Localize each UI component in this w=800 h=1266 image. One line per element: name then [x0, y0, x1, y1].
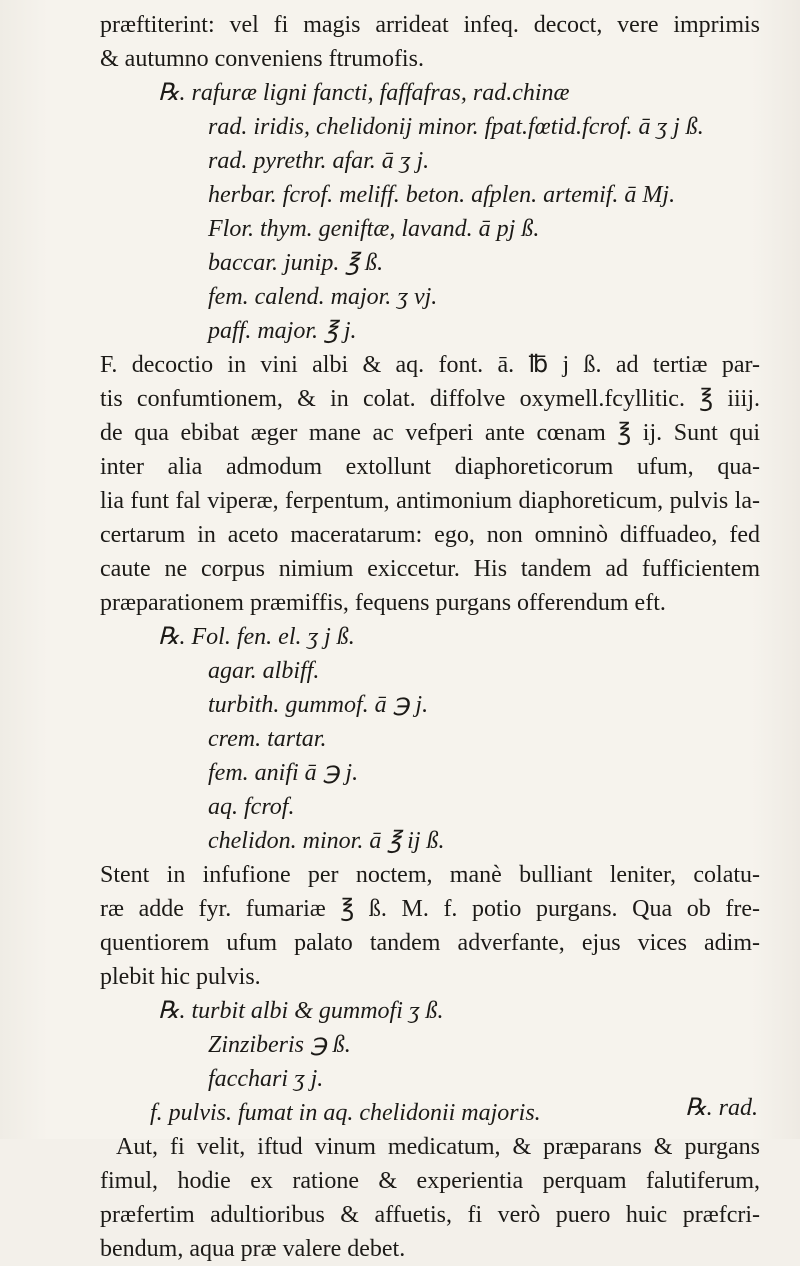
text-line: plebit hic pulvis.	[100, 964, 261, 990]
recipe-line: turbith. gummof. ā ℈ j.	[208, 692, 429, 718]
recipe-line: ℞. rafuræ ligni fancti, faffafras, rad.chinæ	[158, 80, 570, 106]
recipe-line: ℞. turbit albi & gummofi ʒ ß.	[158, 998, 444, 1024]
text-line: & autumno conveniens ftrumofis.	[100, 46, 424, 72]
recipe-line: paff. major. ℥ j.	[208, 318, 357, 344]
recipe-line: rad. iridis, chelidonij minor. fpat.fœtid.fcrof. ā ʒ j ß.	[208, 114, 704, 140]
recipe-line: ℞. Fol. fen. el. ʒ j ß.	[158, 624, 355, 650]
text-line: F. decoctio in vini albi & aq. font. ā. ℔ j ß. ad tertiæ par-	[100, 352, 760, 378]
text-line: certarum in aceto maceratarum: ego, non omninò diffuadeo, fed	[100, 522, 760, 548]
recipe-line: f. pulvis. fumat in aq. chelidonii majoris.	[150, 1100, 541, 1126]
recipe-line: facchari ʒ j.	[208, 1066, 324, 1092]
recipe-line: rad. pyrethr. afar. ā ʒ j.	[208, 148, 430, 174]
text-line: Aut, fi velit, iftud vinum medicatum, & præparans & purgans	[116, 1134, 760, 1160]
text-line: de qua ebibat æger mane ac vefperi ante cœnam ℥ ij. Sunt qui	[100, 420, 760, 446]
recipe-line: herbar. fcrof. meliff. beton. afplen. artemif. ā Mj.	[208, 182, 676, 208]
text-line: præftiterint: vel fi magis arrideat infeq. decoct, vere imprimis	[100, 12, 760, 38]
text-line: inter alia admodum extollunt diaphoreticorum ufum, qua-	[100, 454, 760, 480]
recipe-line: Flor. thym. geniftæ, lavand. ā pj ß.	[208, 216, 540, 242]
recipe-line: fem. calend. major. ʒ vj.	[208, 284, 438, 310]
text-line: fimul, hodie ex ratione & experientia perquam falutiferum,	[100, 1168, 760, 1194]
recipe-line: fem. anifi ā ℈ j.	[208, 760, 359, 786]
page-text	[100, 8, 760, 1266]
recipe-line: aq. fcrof.	[208, 794, 295, 820]
text-line: caute ne corpus nimium exiccetur. His tandem ad fufficientem	[100, 556, 760, 582]
text-line: quentiorem ufum palato tandem adverfante, ejus vices adim-	[100, 930, 760, 956]
recipe-line: Zinziberis ℈ ß.	[208, 1032, 351, 1058]
text-line: Stent in infufione per noctem, manè bulliant leniter, colatu-	[100, 862, 760, 888]
text-line: præfertim adultioribus & affuetis, fi verò puero huic præfcri-	[100, 1202, 760, 1228]
text-line: ræ adde fyr. fumariæ ℥ ß. M. f. potio purgans. Qua ob fre-	[100, 896, 760, 922]
text-line: lia funt fal viperæ, ferpentum, antimonium diaphoreticum, pulvis la-	[100, 488, 760, 514]
text-line: tis confumtionem, & in colat. diffolve oxymell.fcyllitic. ℥ iiij.	[100, 386, 760, 412]
recipe-line: crem. tartar.	[208, 726, 327, 752]
text-line: bendum, aqua præ valere debet.	[100, 1236, 406, 1262]
recipe-line: baccar. junip. ℥ ß.	[208, 250, 384, 276]
text-line: præparationem præmiffis, fequens purgans offerendum eft.	[100, 590, 666, 616]
catchword: ℞. rad.	[685, 1095, 758, 1121]
recipe-line: agar. albiff.	[208, 658, 320, 684]
recipe-line: chelidon. minor. ā ℥ ij ß.	[208, 828, 445, 854]
